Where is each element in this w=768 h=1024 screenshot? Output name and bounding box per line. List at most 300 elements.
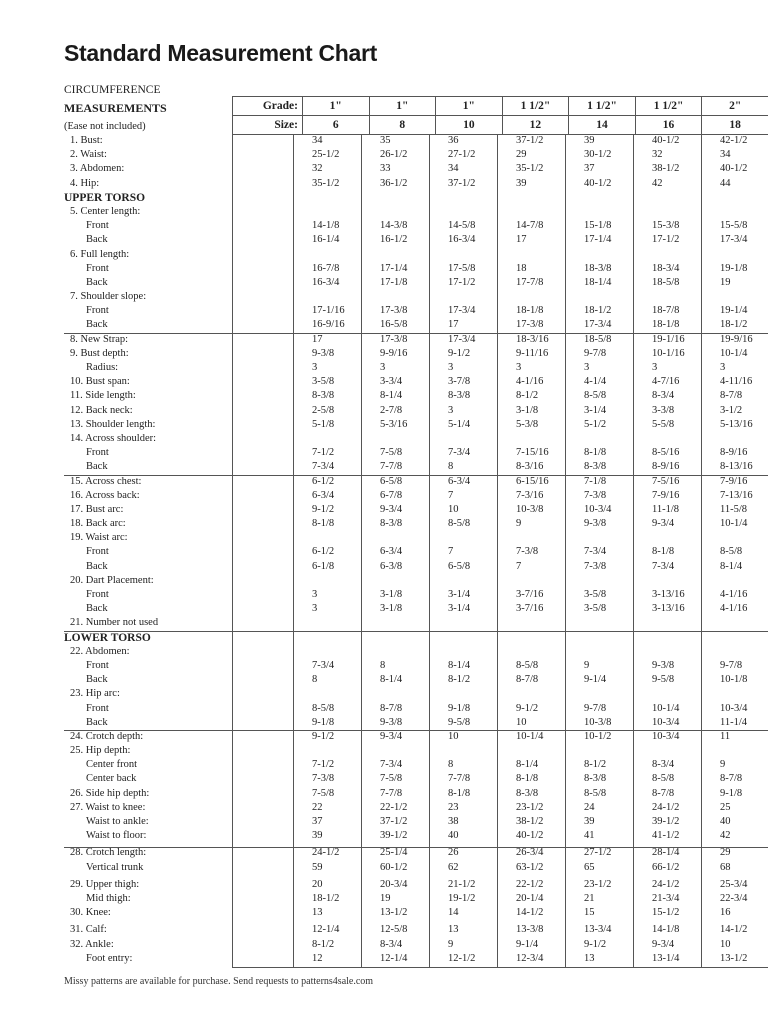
value-cell: 20 xyxy=(312,878,323,890)
value-cell: 8 xyxy=(312,674,318,686)
value-cell: 12-1/4 xyxy=(380,952,408,964)
value-cell: 16-3/4 xyxy=(312,276,340,288)
value-cell: 19 xyxy=(380,892,391,904)
size-cell: 14 xyxy=(569,116,636,135)
table-row xyxy=(64,673,768,687)
value-cell: 9-7/8 xyxy=(584,702,607,714)
value-cell: 9-3/4 xyxy=(380,730,403,742)
table-row xyxy=(64,846,768,860)
table-row xyxy=(64,687,768,701)
row-label: Radius: xyxy=(86,362,119,373)
value-cell: 25-3/4 xyxy=(720,878,748,890)
value-cell: 21-1/2 xyxy=(448,878,476,890)
value-cell: 8 xyxy=(448,759,454,771)
grade-cell: 1 1/2" xyxy=(635,97,702,116)
value-cell: 17 xyxy=(516,234,527,246)
value-cell: 7-13/16 xyxy=(720,489,753,501)
row-label: Waist to ankle: xyxy=(86,816,149,827)
row-label: Back xyxy=(86,603,108,615)
value-cell: 7-9/16 xyxy=(652,489,680,501)
value-cell: 3 xyxy=(652,362,658,373)
value-cell: 12-3/4 xyxy=(516,952,544,964)
table-row xyxy=(64,460,768,474)
value-cell: 13-1/2 xyxy=(720,952,748,964)
value-cell: 9-1/2 xyxy=(312,503,335,515)
value-cell: 18-7/8 xyxy=(652,305,680,317)
value-cell: 8-7/8 xyxy=(652,787,675,799)
value-cell: 13-3/8 xyxy=(516,924,544,936)
value-cell: 8-7/8 xyxy=(720,773,743,785)
value-cell: 9-3/8 xyxy=(652,659,675,671)
table-row xyxy=(64,952,768,966)
value-cell: 22 xyxy=(312,801,323,813)
value-cell: 9-5/8 xyxy=(652,674,675,686)
value-cell: 33 xyxy=(380,163,391,175)
value-cell: 25 xyxy=(720,801,731,813)
table-row xyxy=(64,219,768,233)
value-cell: 2-5/8 xyxy=(312,404,335,416)
value-cell: 28-1/4 xyxy=(652,847,680,859)
value-cell: 60-1/2 xyxy=(380,861,408,873)
table-row xyxy=(64,772,768,786)
value-cell: 3-1/4 xyxy=(448,603,471,615)
value-cell: 9 xyxy=(448,938,454,950)
value-cell: 6-3/4 xyxy=(448,475,471,487)
value-cell: 3-1/8 xyxy=(380,603,403,615)
value-cell: 42-1/2 xyxy=(720,135,748,146)
row-label: 14. Across shoulder: xyxy=(70,432,157,444)
circumference-heading: CIRCUMFERENCE xyxy=(64,84,161,96)
value-cell: 6-5/8 xyxy=(380,475,403,487)
value-cell: 6-3/8 xyxy=(380,560,403,572)
value-cell: 29 xyxy=(720,847,731,859)
table-row xyxy=(64,574,768,588)
value-cell: 10-1/4 xyxy=(652,702,680,714)
value-cell: 7-3/8 xyxy=(312,773,335,785)
value-cell: 17-1/2 xyxy=(652,234,680,246)
value-cell: 3 xyxy=(312,362,318,373)
value-cell: 9 xyxy=(720,759,726,771)
value-cell: 7-9/16 xyxy=(720,475,748,487)
table-row xyxy=(64,304,768,318)
value-cell: 8-3/4 xyxy=(380,938,403,950)
value-cell: 3-3/4 xyxy=(380,376,403,388)
value-cell: 3-1/2 xyxy=(720,404,743,416)
value-cell: 10-3/8 xyxy=(584,716,612,728)
row-label: Back xyxy=(86,560,108,572)
row-label: 24. Crotch depth: xyxy=(70,730,144,742)
row-label: Front xyxy=(86,447,109,459)
value-cell: 3-1/4 xyxy=(448,589,471,600)
value-cell: 39-1/2 xyxy=(380,830,408,842)
value-cell: 63-1/2 xyxy=(516,861,544,873)
value-cell: 8-5/8 xyxy=(720,546,743,558)
value-cell: 8-1/2 xyxy=(448,674,471,686)
value-cell: 3-7/8 xyxy=(448,376,471,388)
row-label: Front xyxy=(86,589,109,600)
value-cell: 22-1/2 xyxy=(516,878,544,890)
value-cell: 7-3/8 xyxy=(584,560,607,572)
row-label: 8. New Strap: xyxy=(70,333,129,345)
row-label: Front xyxy=(86,546,109,558)
row-label: 20. Dart Placement: xyxy=(70,574,154,586)
value-cell: 10-3/4 xyxy=(584,503,612,515)
table-row xyxy=(64,545,768,559)
row-label: 11. Side length: xyxy=(70,390,136,402)
value-cell: 8-7/8 xyxy=(380,702,403,714)
value-cell: 10 xyxy=(720,938,731,950)
value-cell: 14-5/8 xyxy=(448,220,476,232)
value-cell: 19-1/2 xyxy=(448,892,476,904)
value-cell: 7-3/4 xyxy=(448,447,471,459)
table-row xyxy=(64,730,768,744)
value-cell: 8-1/4 xyxy=(720,560,743,572)
value-cell: 12-1/4 xyxy=(312,924,340,936)
value-cell: 16-3/4 xyxy=(448,234,476,246)
value-cell: 9-1/2 xyxy=(312,730,335,742)
value-cell: 8-5/8 xyxy=(584,390,607,402)
table-row xyxy=(64,276,768,290)
value-cell: 8-9/16 xyxy=(720,447,748,459)
value-cell: 8-1/8 xyxy=(584,447,607,459)
value-cell: 8-1/8 xyxy=(448,787,471,799)
table-row xyxy=(64,829,768,843)
value-cell: 11-5/8 xyxy=(720,503,748,515)
value-cell: 17-1/2 xyxy=(448,276,476,288)
value-cell: 3-3/8 xyxy=(652,404,675,416)
value-cell: 17-5/8 xyxy=(448,262,476,274)
table-row xyxy=(64,801,768,815)
value-cell: 8-1/8 xyxy=(652,546,675,558)
value-cell: 22-1/2 xyxy=(380,801,408,813)
value-cell: 14-7/8 xyxy=(516,220,544,232)
value-cell: 4-1/16 xyxy=(720,589,748,600)
grade-cell: 2" xyxy=(702,97,768,116)
value-cell: 8-7/8 xyxy=(516,674,539,686)
value-cell: 5-1/4 xyxy=(448,418,471,430)
value-cell: 22-3/4 xyxy=(720,892,748,904)
value-cell: 19-1/4 xyxy=(720,305,748,317)
row-label: Back xyxy=(86,461,108,473)
value-cell: 23 xyxy=(448,801,459,813)
table-row xyxy=(64,248,768,262)
value-cell: 18 xyxy=(516,262,527,274)
value-cell: 27-1/2 xyxy=(584,847,612,859)
table-row xyxy=(64,938,768,952)
value-cell: 36 xyxy=(448,135,459,146)
grade-cell: 1" xyxy=(369,97,436,116)
measurements-heading: MEASUREMENTS xyxy=(64,101,167,115)
size-label: Size: xyxy=(233,116,303,135)
value-cell: 18-1/8 xyxy=(652,319,680,331)
value-cell: 30-1/2 xyxy=(584,149,612,161)
value-cell: 18-3/8 xyxy=(584,262,612,274)
value-cell: 15-3/8 xyxy=(652,220,680,232)
value-cell: 37 xyxy=(584,163,595,175)
value-cell: 15-5/8 xyxy=(720,220,748,232)
row-label: 27. Waist to knee: xyxy=(70,801,146,813)
row-label: Waist to floor: xyxy=(86,830,147,842)
value-cell: 6-1/8 xyxy=(312,560,335,572)
value-cell: 10-3/4 xyxy=(652,730,680,742)
grade-cell: 1" xyxy=(436,97,503,116)
value-cell: 14 xyxy=(448,907,459,919)
value-cell: 39 xyxy=(584,816,595,827)
value-cell: 11-1/8 xyxy=(652,503,680,515)
value-cell: 37-1/2 xyxy=(448,177,476,189)
size-cell: 16 xyxy=(635,116,702,135)
value-cell: 26 xyxy=(448,847,459,859)
value-cell: 9 xyxy=(516,518,522,530)
value-cell: 3 xyxy=(312,603,318,615)
value-cell: 40-1/2 xyxy=(652,135,680,146)
value-cell: 4-1/4 xyxy=(584,376,607,388)
row-label: Back xyxy=(86,276,108,288)
row-label: Foot entry: xyxy=(86,952,133,964)
size-cell: 10 xyxy=(436,116,503,135)
value-cell: 9-3/8 xyxy=(584,518,607,530)
section-heading xyxy=(64,631,768,645)
value-cell: 9-5/8 xyxy=(448,716,471,728)
value-cell: 14-1/8 xyxy=(652,924,680,936)
table-row xyxy=(64,892,768,906)
value-cell: 10-1/8 xyxy=(720,674,748,686)
value-cell: 10-3/4 xyxy=(652,716,680,728)
table-row xyxy=(64,588,768,602)
table-row xyxy=(64,262,768,276)
table-row xyxy=(64,503,768,517)
value-cell: 32 xyxy=(652,149,663,161)
value-cell: 8-5/16 xyxy=(652,447,680,459)
row-label: Back xyxy=(86,716,108,728)
table-row xyxy=(64,906,768,920)
value-cell: 8-3/8 xyxy=(448,390,471,402)
value-cell: 34 xyxy=(312,135,323,146)
value-cell: 19-1/8 xyxy=(720,262,748,274)
value-cell: 8-13/16 xyxy=(720,461,753,473)
value-cell: 18-1/2 xyxy=(584,305,612,317)
value-cell: 19-9/16 xyxy=(720,333,753,345)
row-label: UPPER TORSO xyxy=(64,191,146,204)
value-cell: 17-3/4 xyxy=(584,319,612,331)
value-cell: 17-3/8 xyxy=(516,319,544,331)
value-cell: 3-1/8 xyxy=(516,404,539,416)
value-cell: 9-1/8 xyxy=(312,716,335,728)
value-cell: 16-9/16 xyxy=(312,319,345,331)
row-label: Vertical trunk xyxy=(86,861,144,873)
value-cell: 8-1/2 xyxy=(584,759,607,771)
value-cell: 16-5/8 xyxy=(380,319,408,331)
value-cell: 8-5/8 xyxy=(584,787,607,799)
value-cell: 40-1/2 xyxy=(720,163,748,175)
value-cell: 15 xyxy=(584,907,595,919)
value-cell: 6-1/2 xyxy=(312,546,335,558)
value-cell: 66-1/2 xyxy=(652,861,680,873)
value-cell: 18-3/16 xyxy=(516,333,549,345)
value-cell: 35-1/2 xyxy=(312,177,340,189)
value-cell: 24 xyxy=(584,801,595,813)
row-label: 31. Calf: xyxy=(70,924,107,936)
value-cell: 35 xyxy=(380,135,391,146)
table-row xyxy=(64,347,768,361)
value-cell: 7-3/4 xyxy=(584,546,607,558)
value-cell: 7-1/2 xyxy=(312,759,335,771)
value-cell: 37-1/2 xyxy=(380,816,408,827)
value-cell: 25-1/4 xyxy=(380,847,408,859)
table-row xyxy=(64,878,768,892)
row-label: Back xyxy=(86,319,108,331)
value-cell: 11 xyxy=(720,730,731,742)
row-label: 17. Bust arc: xyxy=(70,503,124,515)
row-label: Center front xyxy=(86,759,138,771)
value-cell: 24-1/2 xyxy=(312,847,340,859)
value-cell: 35-1/2 xyxy=(516,163,544,175)
table-row xyxy=(64,475,768,489)
value-cell: 8-9/16 xyxy=(652,461,680,473)
value-cell: 17-3/8 xyxy=(380,333,408,345)
value-cell: 3-1/4 xyxy=(584,404,607,416)
value-cell: 10 xyxy=(448,730,459,742)
row-label: 21. Number not used xyxy=(70,617,159,629)
table-row xyxy=(64,389,768,403)
value-cell: 5-3/16 xyxy=(380,418,408,430)
value-cell: 9-1/4 xyxy=(584,674,607,686)
value-cell: 32 xyxy=(312,163,323,175)
row-label: 4. Hip: xyxy=(70,177,100,189)
value-cell: 3-5/8 xyxy=(584,603,607,615)
table-row xyxy=(64,560,768,574)
value-cell: 42 xyxy=(652,177,663,189)
table-row xyxy=(64,290,768,304)
value-cell: 3 xyxy=(516,362,522,373)
value-cell: 10-3/4 xyxy=(720,702,748,714)
value-cell: 9-1/8 xyxy=(448,702,471,714)
value-cell: 19 xyxy=(720,276,731,288)
row-label: 18. Back arc: xyxy=(70,518,126,530)
row-label: 6. Full length: xyxy=(70,248,130,260)
value-cell: 8 xyxy=(380,659,386,671)
value-cell: 17 xyxy=(448,319,459,331)
value-cell: 9-9/16 xyxy=(380,347,408,359)
value-cell: 8-3/8 xyxy=(380,518,403,530)
grade-row xyxy=(233,97,768,116)
value-cell: 5-1/8 xyxy=(312,418,335,430)
value-cell: 20-3/4 xyxy=(380,878,408,890)
value-cell: 15-1/8 xyxy=(584,220,612,232)
table-row xyxy=(64,318,768,332)
value-cell: 21 xyxy=(584,892,595,904)
size-cell: 18 xyxy=(702,116,768,135)
value-cell: 10-3/8 xyxy=(516,503,544,515)
value-cell: 23-1/2 xyxy=(516,801,544,813)
value-cell: 15-1/2 xyxy=(652,907,680,919)
value-cell: 17-3/8 xyxy=(380,305,408,317)
value-cell: 13 xyxy=(584,952,595,964)
value-cell: 3 xyxy=(448,362,454,373)
value-cell: 9-3/4 xyxy=(652,518,675,530)
row-label: 3. Abdomen: xyxy=(70,163,125,175)
row-label: 19. Waist arc: xyxy=(70,532,128,544)
value-cell: 7-5/16 xyxy=(652,475,680,487)
value-cell: 3 xyxy=(312,589,318,600)
value-cell: 18-1/2 xyxy=(720,319,748,331)
table-row xyxy=(64,645,768,659)
value-cell: 7-3/4 xyxy=(312,659,335,671)
value-cell: 17-1/4 xyxy=(380,262,408,274)
value-cell: 6-15/16 xyxy=(516,475,549,487)
value-cell: 7-5/8 xyxy=(312,787,335,799)
value-cell: 14-1/2 xyxy=(516,907,544,919)
value-cell: 6-3/4 xyxy=(380,546,403,558)
row-label: 7. Shoulder slope: xyxy=(70,291,147,303)
value-cell: 10-1/16 xyxy=(652,347,685,359)
row-label: 22. Abdomen: xyxy=(70,645,130,657)
value-cell: 42 xyxy=(720,830,731,842)
row-label: Front xyxy=(86,659,109,671)
row-label: Back xyxy=(86,674,108,686)
value-cell: 3-7/16 xyxy=(516,603,544,615)
row-label: Mid thigh: xyxy=(86,892,131,904)
table-row xyxy=(64,432,768,446)
value-cell: 13-3/4 xyxy=(584,924,612,936)
value-cell: 10 xyxy=(448,503,459,515)
value-cell: 13 xyxy=(312,907,323,919)
value-cell: 3 xyxy=(448,404,454,416)
value-cell: 10-1/4 xyxy=(516,730,544,742)
value-cell: 18-1/4 xyxy=(584,276,612,288)
table-row xyxy=(64,233,768,247)
value-cell: 23-1/2 xyxy=(584,878,612,890)
row-label: 13. Shoulder length: xyxy=(70,418,156,430)
value-cell: 19-1/16 xyxy=(652,333,685,345)
table-row xyxy=(64,787,768,801)
value-cell: 39-1/2 xyxy=(652,816,680,827)
value-cell: 4-1/16 xyxy=(720,603,748,615)
row-label: 25. Hip depth: xyxy=(70,745,131,757)
table-row xyxy=(64,446,768,460)
value-cell: 8-1/4 xyxy=(516,759,539,771)
value-cell: 18-1/2 xyxy=(312,892,340,904)
value-cell: 40 xyxy=(448,830,459,842)
value-cell: 2-7/8 xyxy=(380,404,403,416)
value-cell: 37-1/2 xyxy=(516,135,544,146)
table-bottom-line xyxy=(232,967,768,968)
size-cell: 12 xyxy=(502,116,569,135)
value-cell: 21-3/4 xyxy=(652,892,680,904)
value-cell: 8-1/4 xyxy=(380,390,403,402)
value-cell: 7-3/8 xyxy=(516,546,539,558)
value-cell: 14-3/8 xyxy=(380,220,408,232)
value-cell: 8-3/8 xyxy=(312,390,335,402)
value-cell: 9-7/8 xyxy=(584,347,607,359)
table-row xyxy=(64,861,768,875)
value-cell: 8-3/8 xyxy=(516,787,539,799)
value-cell: 6-5/8 xyxy=(448,560,471,572)
value-cell: 9-3/4 xyxy=(652,938,675,950)
value-cell: 18-5/8 xyxy=(652,276,680,288)
value-cell: 10 xyxy=(516,716,527,728)
value-cell: 62 xyxy=(448,861,459,873)
table-row xyxy=(64,404,768,418)
row-label: 5. Center length: xyxy=(70,205,141,217)
row-label: Center back xyxy=(86,773,137,785)
table-row xyxy=(64,744,768,758)
row-label: 16. Across back: xyxy=(70,489,140,501)
row-label: 2. Waist: xyxy=(70,149,107,161)
value-cell: 3 xyxy=(720,362,726,373)
value-cell: 17-1/16 xyxy=(312,305,345,317)
table-row xyxy=(64,517,768,531)
